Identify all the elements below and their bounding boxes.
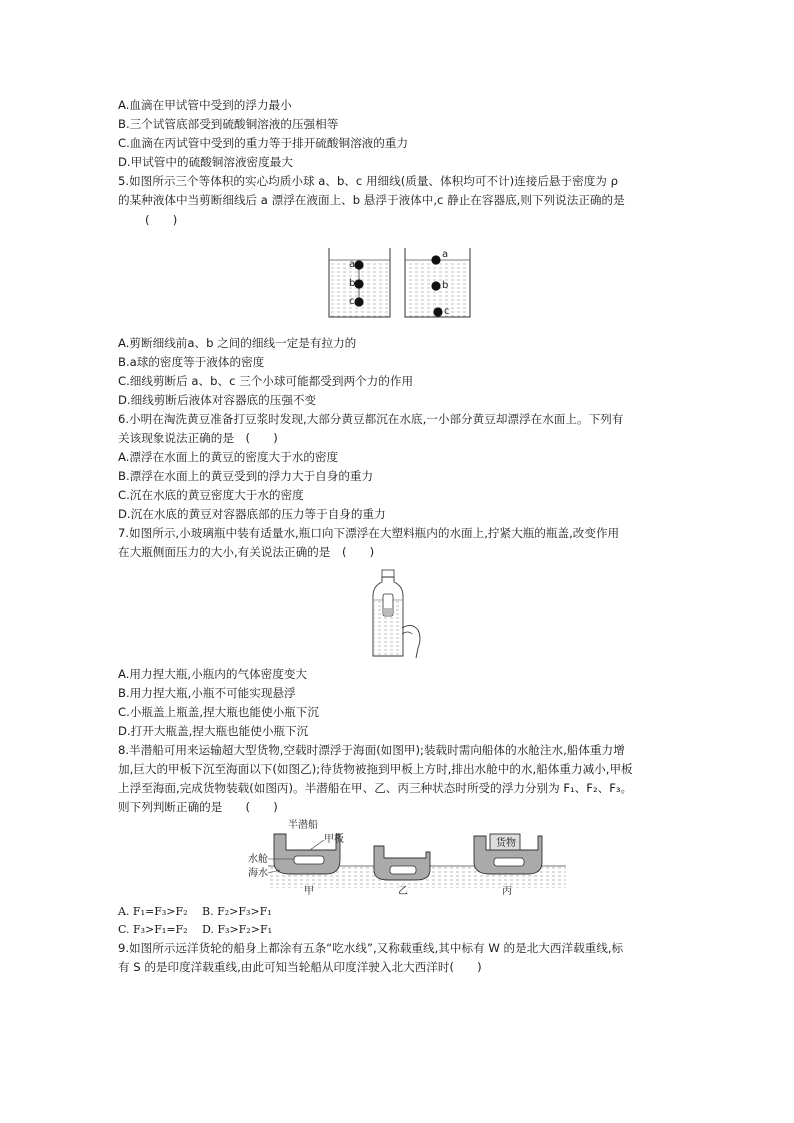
q5-answer-blank: ( )	[145, 213, 178, 227]
q7-option-c: C.小瓶盖上瓶盖,捏大瓶也能使小瓶下沉	[118, 705, 319, 719]
label-a-after: a	[442, 249, 449, 260]
svg-text:货物: 货物	[496, 838, 516, 849]
q8-option-b: B. F₂>F₃>F₁	[202, 905, 272, 918]
q6-option-a: A.漂浮在水面上的黄豆的密度大于水的密度	[118, 450, 339, 464]
q7-stem-line1: 7.如图所示,小玻璃瓶中装有适量水,瓶口向下漂浮在大塑料瓶内的水面上,拧紧大瓶的瓶盖,改变作用	[118, 526, 620, 540]
label-semi-sub-ship: 半潜船	[288, 820, 318, 831]
q5-stem-line2: 的某种液体中当剪断细线后 a 漂浮在液面上、b 悬浮于液体中,c 静止在容器底,则下列说法正确的是	[118, 193, 625, 207]
q6-option-b: B.漂浮在水面上的黄豆受到的浮力大于自身的重力	[118, 469, 374, 483]
q6-stem-line2: 关该现象说法正确的是 ( )	[118, 431, 278, 445]
q7-option-b: B.用力捏大瓶,小瓶不可能实现悬浮	[118, 686, 296, 700]
label-a: a	[349, 259, 356, 270]
ship-state-yi	[374, 846, 430, 880]
ball-b-suspended	[431, 281, 440, 290]
ship-state-bing	[474, 834, 542, 874]
ball-b	[354, 279, 363, 288]
figure-semi-submersible	[240, 818, 570, 898]
q8-stem-line3: 上浮至海面,完成货物装载(如图丙)。半潜船在甲、乙、丙三种状态时所受的浮力分别为 F₁、F₂、F₃。	[118, 781, 633, 795]
q4-option-b: B.三个试管底部受到硫酸铜溶液的压强相等	[118, 117, 339, 131]
beaker-after	[405, 248, 470, 317]
figure-bottle-diver	[366, 568, 426, 660]
q6-option-c: C.沉在水底的黄豆密度大于水的密度	[118, 488, 304, 502]
label-c-after: c	[444, 306, 450, 317]
label-state-bing: 丙	[502, 886, 512, 897]
beaker-before	[329, 248, 390, 317]
ball-a-floating	[431, 255, 440, 264]
label-c: c	[349, 296, 355, 307]
q6-option-d: D.沉在水底的黄豆对容器底部的压力等于自身的重力	[118, 507, 386, 521]
small-vial	[383, 594, 393, 616]
figure-balls-in-liquid	[325, 246, 475, 318]
label-state-jia: 甲	[304, 886, 314, 897]
ball-c	[354, 297, 363, 306]
q5-stem-line1: 5.如图所示三个等体积的实心均质小球 a、b、c 用细线(质量、体积均可不计)连接后悬于密度为 ρ	[118, 174, 618, 188]
q8-stem-line1: 8.半潜船可用来运输超大型货物,空载时漂浮于海面(如图甲);装载时需向船体的水舱注水,船体重力增	[118, 743, 625, 757]
label-deck: 甲板	[324, 834, 344, 845]
q9-stem-line1: 9.如图所示远洋货轮的船身上都涂有五条“吃水线”,又称载重线,其中标有 W 的是北大西洋载重线,标	[118, 941, 624, 955]
q8-option-d: D. F₃>F₂>F₁	[202, 923, 272, 936]
ball-c-bottom	[433, 307, 442, 316]
q4-option-c: C.血滴在丙试管中受到的重力等于排开硫酸铜溶液的重力	[118, 136, 409, 150]
q5-option-d: D.细线剪断后液体对容器底的压强不变	[118, 393, 317, 407]
label-water-tank: 水舱	[248, 854, 268, 865]
label-sea: 海水	[248, 868, 268, 879]
label-state-yi: 乙	[398, 886, 408, 897]
q5-option-c: C.细线剪断后 a、b、c 三个小球可能都受到两个力的作用	[118, 374, 414, 388]
q6-stem-line1: 6.小明在淘洗黄豆准备打豆浆时发现,大部分黄豆都沉在水底,一小部分黄豆却漂浮在水面上。下列有	[118, 412, 624, 426]
q7-stem-line2: 在大瓶侧面压力的大小,有关说法正确的是 ( )	[118, 545, 375, 559]
label-b-after: b	[442, 280, 449, 291]
q9-stem-line2: 有 S 的是印度洋载重线,由此可知当轮船从印度洋驶入北大西洋时( )	[118, 960, 482, 974]
q5-option-b: B.a球的密度等于液体的密度	[118, 355, 265, 369]
q8-stem-line4: 则下列判断正确的是 ( )	[118, 800, 278, 814]
label-b: b	[349, 278, 356, 289]
q7-option-d: D.打开大瓶盖,捏大瓶也能使小瓶下沉	[118, 724, 309, 738]
q7-option-a: A.用力捏大瓶,小瓶内的气体密度变大	[118, 667, 308, 681]
hand-squeezing	[402, 625, 420, 658]
q8-option-c: C. F₃>F₁=F₂	[118, 923, 188, 936]
q4-option-d: D.甲试管中的硫酸铜溶液密度最大	[118, 155, 293, 169]
q8-option-a: A. F₁=F₃>F₂	[118, 905, 188, 918]
q5-option-a: A.剪断细线前a、b 之间的细线一定是有拉力的	[118, 336, 357, 350]
q4-option-a: A.血滴在甲试管中受到的浮力最小	[118, 98, 292, 112]
ball-a	[354, 260, 363, 269]
q8-stem-line2: 加,巨大的甲板下沉至海面以下(如图乙);待货物被拖到甲板上方时,排出水舱中的水,船体重力减小,甲板	[118, 762, 633, 776]
